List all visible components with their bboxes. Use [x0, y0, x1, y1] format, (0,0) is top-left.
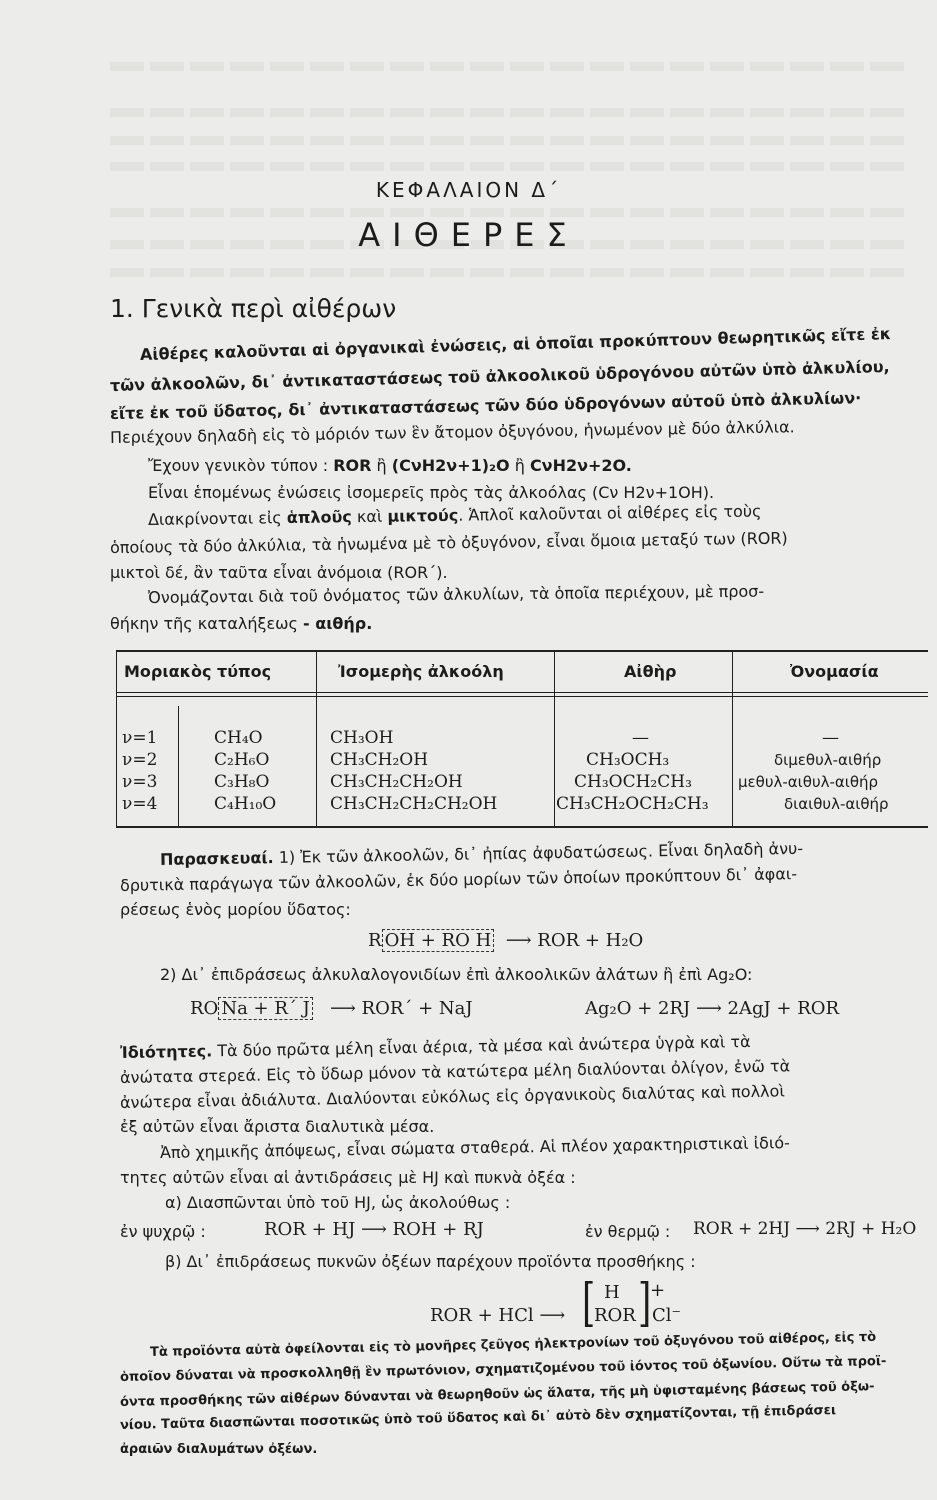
cell-ether: CH₃OCH₃: [586, 750, 670, 770]
paragraph-line: 2) Δι᾽ ἐπιδράσεως ἀλκυλαλογονιδίων ἐπὶ ἀλκοολικῶν ἀλάτων ἢ ἐπὶ Ag₂O:: [160, 965, 753, 984]
paragraph-line: ἀνώτατα στερεά. Εἰς τὸ ὕδωρ μόνον τὰ κατώτερα μέλη διαλύονται ὀλίγον, ἐνῶ τὰ: [119, 1056, 791, 1087]
paragraph-line: δρυτικὰ παράγωγα τῶν ἀλκοολῶν, ἐκ δύο μορίων τῶν ὁποίων προκύπτουν δι᾽ ἀφαι-: [119, 864, 798, 895]
cell-alcohol: CH₃CH₂CH₂OH: [330, 772, 463, 792]
hot-label: ἐν θερμῷ :: [585, 1222, 671, 1241]
cell-name: —: [822, 728, 839, 748]
cell-name: μεθυλ-αιθυλ-αιθήρ: [738, 773, 879, 791]
charge-plus: +: [650, 1280, 666, 1301]
footnote-line: Τὰ προϊόντα αὐτὰ ὀφείλονται εἰς τὸ μονῆρες ζεῦγος ἠλεκτρονίων τοῦ ὀξυγόνου τοῦ αἰθέρος, εἰς τὸ: [149, 1329, 877, 1360]
text-span: ἢ: [371, 456, 392, 475]
cell-n: ν=4: [122, 794, 158, 814]
paragraph-line: [160, 839, 803, 869]
suffix-ether: - αιθήρ.: [302, 614, 373, 633]
proton: H: [604, 1282, 620, 1303]
text-span: 1) Ἐκ τῶν ἀλκοολῶν, δι᾽ ἠπίας ἀφυδατώσεως. Εἶναι δηλαδὴ ἀνυ-: [273, 838, 804, 868]
paragraph-line: α) Διασπῶνται ὑπὸ τοῦ HJ, ὡς ἀκολούθως :: [165, 1193, 511, 1212]
paragraph-line: τητες αὐτῶν εἶναι αἱ ἀντιδράσεις μὲ HJ καὶ πυκνὰ ὀξέα :: [120, 1168, 576, 1187]
footnote-line: όντα προσθήκης τῶν αἰθέρων δύνανται νὰ θεωρηθοῦν ὡς ἅλατα, τῆς μὴ ὑφισταμένης βάσεως τοῦ ὀξω-: [119, 1379, 875, 1410]
eliminated-group-box: Na + R΄ J: [218, 997, 313, 1020]
paragraph-line: Αἰθέρες καλοῦνται αἱ ὀργανικαὶ ἐνώσεις, αἱ ὁποῖαι προκύπτουν θεωρητικῶς εἴτε ἐκ: [139, 324, 892, 364]
ethers-table: [116, 650, 928, 830]
paragraph-line: [110, 614, 372, 633]
col-header-formula: Μοριακὸς τύπος: [124, 662, 272, 681]
table-rule: [116, 650, 928, 652]
text-span: ⟶ ROR΄ + NaJ: [329, 998, 473, 1019]
preparation-label: Παρασκευαί.: [159, 848, 274, 869]
bracket-left: [: [582, 1273, 596, 1334]
text-span: καὶ: [351, 506, 388, 527]
equation-dehydration: [368, 930, 643, 951]
paragraph-line: τῶν ἀλκοολῶν, δι᾽ ἀντικαταστάσεως τοῦ ἀλκοολικοῦ ὑδρογόνου αὐτῶν ὑπὸ ἀλκυλίου,: [109, 356, 890, 395]
formula-ror: ROR: [333, 456, 372, 475]
page-title: ΑΙΘΕΡΕΣ: [358, 216, 579, 254]
paragraph-line: Ὀνομάζονται διὰ τοῦ ὀνόματος τῶν ἀλκυλίων, τὰ ὁποῖα περιέχουν, μὲ προσ-: [147, 581, 765, 607]
paragraph-line: ὁποίους τὰ δύο ἀλκύλια, τὰ ἡνωμένα μὲ τὸ ὀξυγόνον, εἶναι ὅμοια μεταξύ των (ROR): [109, 528, 788, 557]
text-span: Τὰ δύο πρῶτα μέλη εἶναι ἀέρια, τὰ μέσα καὶ ἀνώτερα ὑγρὰ καὶ τὰ: [212, 1031, 751, 1061]
formula-general: CνH2ν+2O.: [529, 456, 632, 475]
equation-hot: ROR + 2HJ ⟶ 2RJ + H₂O: [693, 1219, 917, 1239]
cell-formula: C₃H₈O: [214, 772, 270, 792]
bleed-through: [110, 162, 910, 171]
text-span: . Ἁπλοῖ καλοῦνται οἱ αἰθέρες εἰς τοὺς: [458, 501, 762, 525]
cell-alcohol: CH₃OH: [330, 728, 394, 748]
text-span: ⟶ ROR + H₂O: [505, 930, 644, 951]
text-span: ROR + HCl ⟶: [430, 1305, 566, 1326]
paragraph-line: β) Δι᾽ ἐπιδράσεως πυκνῶν ὀξέων παρέχουν προϊόντα προσθήκης :: [165, 1252, 696, 1271]
text-span: ἢ: [509, 456, 530, 475]
chapter-heading: ΚΕΦΑΛΑΙΟΝ Δ΄: [375, 178, 562, 202]
table-rule: [554, 650, 555, 828]
cell-n: ν=2: [122, 750, 158, 770]
properties-label: Ἰδιότητες.: [119, 1041, 213, 1062]
table-rule: [116, 696, 928, 697]
paragraph-line: μικτοὶ δέ, ἂν ταῦτα εἶναι ἀνόμοια (ROR΄).: [110, 563, 448, 582]
table-rule: [178, 706, 179, 826]
paragraph-line: Εἶναι ἑπομένως ἐνώσεις ἰσομερεῖς πρὸς τὰς ἀλκοόλας (Cν H2ν+1OH).: [148, 483, 715, 502]
text-span: RO: [190, 998, 219, 1019]
equation-williamson: [190, 998, 473, 1019]
text-span: R: [368, 930, 382, 951]
bleed-through: [110, 268, 910, 277]
paragraph-line: εἴτε ἐκ τοῦ ὕδατος, δι᾽ ἀντικαταστάσεως τῶν δύο ὑδρογόνων αὐτοῦ ὑπὸ ἀλκυλίων·: [109, 388, 862, 423]
table-rule: [116, 692, 928, 693]
cell-formula: CH₄O: [214, 728, 263, 748]
paragraph-line: Περιέχουν δηλαδὴ εἰς τὸ μόριόν των ἓν ἄτομον ὀξυγόνου, ἡνωμένον μὲ δύο ἀλκύλια.: [109, 417, 795, 447]
cell-ether: —: [632, 728, 649, 748]
cell-n: ν=3: [122, 772, 158, 792]
cell-formula: C₂H₆O: [214, 750, 270, 770]
term-simple: ἁπλοῦς: [286, 507, 352, 528]
cell-name: διαιθυλ-αιθήρ: [784, 795, 889, 813]
ether-molecule: ROR: [594, 1305, 636, 1326]
bleed-through: [110, 108, 910, 117]
cell-alcohol: CH₃CH₂CH₂CH₂OH: [330, 794, 498, 814]
footnote-line: νίου. Ταῦτα διασπῶνται ποσοτικῶς ὑπὸ τοῦ ὕδατος καὶ δι᾽ αὐτὸ δὲν σχηματίζονται, τῇ ἐπιδράσει: [119, 1403, 837, 1433]
text-span: Διακρίνονται εἰς: [147, 508, 287, 529]
cell-name: διμεθυλ-αιθήρ: [774, 751, 882, 769]
col-header-ether: Αἰθὴρ: [624, 662, 677, 681]
bleed-through: [110, 62, 910, 71]
paragraph-line: ἐξ αὐτῶν εἶναι ἄριστα διαλυτικὰ μέσα.: [120, 1117, 435, 1136]
cell-ether: CH₃CH₂OCH₂CH₃: [556, 794, 709, 814]
table-rule: [732, 650, 733, 828]
footnote-line: ὁποῖον δύναται νὰ προσκολληθῇ ἓν πρωτόνιον, σχηματιζομένου τοῦ ἰόντος τοῦ ὀξωνίου. Οὕτω τὰ προϊ-: [119, 1353, 887, 1385]
table-rule: [116, 826, 928, 828]
paragraph-line: [120, 1032, 751, 1062]
table-rule: [116, 650, 117, 828]
term-mixed: μικτούς: [387, 505, 459, 526]
table-rule: [316, 650, 317, 828]
bleed-through: [110, 136, 910, 145]
bracket-right: ]: [638, 1273, 652, 1334]
general-formula-line: [148, 456, 632, 475]
text-span: θήκην τῆς καταλήξεως: [110, 614, 303, 633]
col-header-name: Ὀνομασία: [790, 662, 879, 681]
col-header-alcohol: Ἰσομερὴς ἀλκοόλη: [338, 662, 504, 681]
cell-ether: CH₃OCH₂CH₃: [574, 772, 692, 792]
cold-label: ἐν ψυχρῷ :: [120, 1222, 206, 1241]
cell-alcohol: CH₃CH₂OH: [330, 750, 429, 770]
eliminated-group-box: OH + RO H: [382, 929, 495, 952]
equation-cold: ROR + HJ ⟶ ROH + RJ: [264, 1219, 484, 1240]
paragraph-line: [148, 501, 762, 529]
paragraph-line: ἀνώτερα εἶναι ἀδιάλυτα. Διαλύονται εὐκόλως εἰς ὀργανικοὺς διαλύτας καὶ πολλοὶ: [119, 1081, 785, 1112]
paragraph-line: Ἀπὸ χημικῆς ἀπόψεως, εἶναι σώματα σταθερά. Αἱ πλέον χαρακτηριστικαὶ ἰδιό-: [159, 1133, 791, 1162]
cell-formula: C₄H₁₀O: [214, 794, 277, 814]
formula-alkyl-oxide: (CνH2ν+1)₂O: [391, 456, 510, 475]
paragraph-line: ρέσεως ἑνὸς μορίου ὕδατος:: [120, 900, 351, 919]
section-heading: 1. Γενικὰ περὶ αἰθέρων: [110, 294, 397, 323]
equation-silver-oxide: Ag₂O + 2RJ ⟶ 2AgJ + ROR: [585, 998, 840, 1019]
text-span: Ἔχουν γενικὸν τύπον :: [148, 456, 334, 475]
chloride-anion: Cl⁻: [652, 1305, 682, 1326]
footnote-line: ἀραιῶν διαλυμάτων ὀξέων.: [120, 1442, 318, 1457]
cell-n: ν=1: [122, 728, 158, 748]
